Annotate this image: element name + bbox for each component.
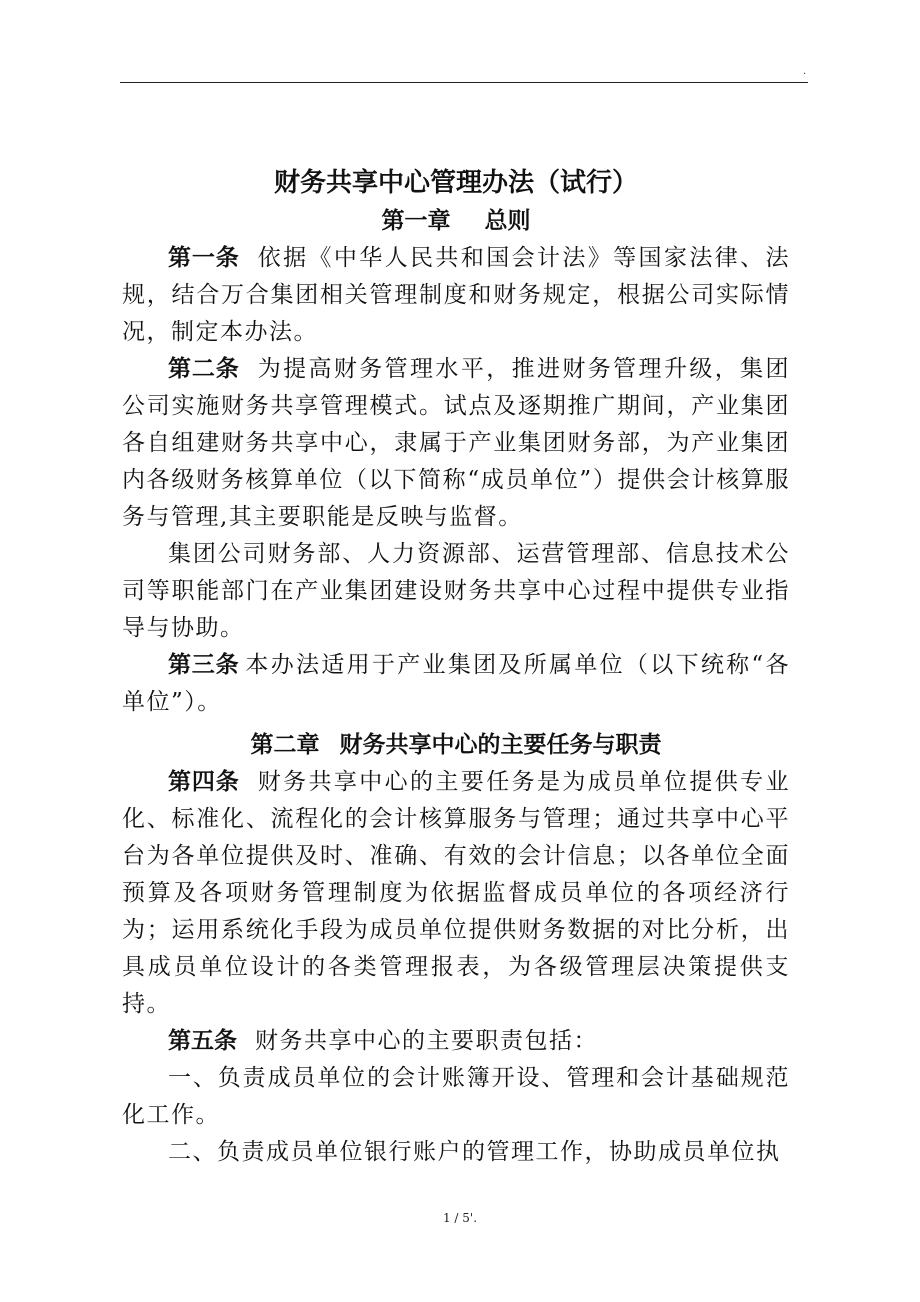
article-1	[122, 240, 790, 351]
article-text: 依据《中华人民共和国会计法》等国家法律、法规，结合万合集团相关管理制度和财务规定，根据公司实际情况，制定本办法。	[122, 245, 791, 345]
article-5	[122, 1023, 790, 1060]
chapter-number: 第二章	[250, 732, 320, 758]
article-label: 第三条	[168, 652, 240, 678]
article-label: 第四条	[168, 769, 240, 795]
article-2	[122, 351, 790, 536]
article-4	[122, 764, 790, 1023]
chapter-name: 总则	[484, 208, 531, 234]
chapter-heading-2	[122, 727, 790, 764]
chapter-name: 财务共享中心的主要任务与职责	[339, 732, 662, 758]
article-text: 财务共享中心的主要职责包括：	[255, 1028, 598, 1054]
article-label: 第一条	[168, 245, 240, 271]
article-3	[122, 647, 790, 721]
document-title: 财务共享中心管理办法（试行）	[273, 168, 638, 198]
header-mark: .	[803, 66, 807, 77]
article-5-item-2: 二、负责成员单位银行账户的管理工作，协助成员单位执	[168, 1139, 781, 1165]
article-label: 第五条	[168, 1028, 237, 1054]
article-2-paragraph-2: 集团公司财务部、人力资源部、运营管理部、信息技术公司等职能部门在产业集团建设财务共享中心过程中提供专业指导与协助。	[122, 541, 790, 641]
header-rule	[120, 82, 808, 83]
chapter-heading-1	[122, 203, 790, 240]
document-body	[122, 163, 790, 1171]
article-text: 财务共享中心的主要任务是为成员单位提供专业化、标准化、流程化的会计核算服务与管理；通过共享中心平台为各单位提供及时、准确、有效的会计信息；以各单位全面预算及各项财务管理制度为依据监督成员单位的各项经济行为；运用系统化手段为成员单位提供财务数据的对比分析，出具成员单位设计的各类管理报表，为各级管理层决策提供支持。	[122, 769, 791, 1017]
page-number: 1 / 5'.	[442, 1211, 478, 1225]
article-5-item-1: 一、负责成员单位的会计账簿开设、管理和会计基础规范化工作。	[122, 1065, 790, 1128]
article-text: 本办法适用于产业集团及所属单位（以下统称“各单位”）。	[122, 652, 790, 715]
article-label: 第二条	[168, 356, 240, 382]
chapter-number: 第一章	[381, 208, 451, 234]
article-text: 为提高财务管理水平，推进财务管理升级，集团公司实施财务共享管理模式。试点及逐期推广期间，产业集团各自组建财务共享中心，隶属于产业集团财务部，为产业集团内各级财务核算单位（以下简称“成员单位”）提供会计核算服务与管理,其主要职能是反映与监督。	[122, 356, 791, 530]
